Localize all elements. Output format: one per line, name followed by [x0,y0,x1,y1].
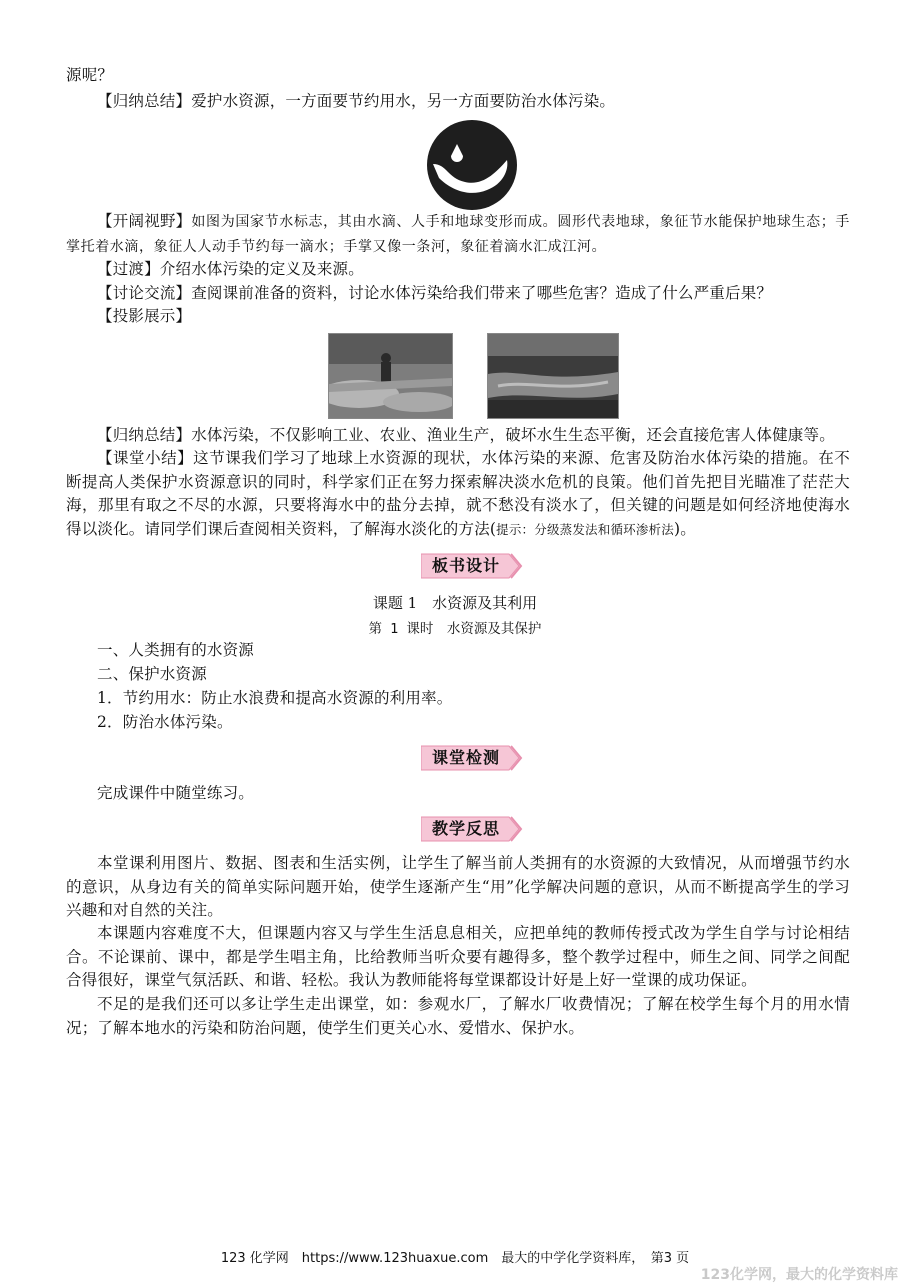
paragraph-continuation [66,64,850,88]
board-item-4: 2．防治水体污染。 [97,713,233,731]
discuss-tag: 【讨论交流】 [97,284,192,302]
banner-reflection [421,815,523,843]
class-summary-text: 这节课我们学习了地球上水资源的现状，水体污染的来源、危害及防治水体污染的措施。在不断提高人类保护水资源意识的同时，科学家们正在努力探索解决淡水危机的良策。他们首先把目光瞄准了茫茫大海，那里有取之不尽的水源，只要将海水中的盐分去掉，就不愁没有淡水了，但关键的问题是如何经济地使海水得以淡化。请同学们课后查阅相关资料，了解海水淡化的方法( [66,449,850,538]
paragraph-projection [66,305,850,329]
horizon-text: 如图为国家节水标志，其由水滴、人手和地球变形而成。圆形代表地球，象征节水能保护地球生态；手掌托着水滴，象征人人动手节约每一滴水；手掌又像一条河，象征着滴水汇成江河。 [66,214,850,255]
paragraph-transition [66,258,850,282]
reflection-paragraph-2: 本课题内容难度不大，但课题内容又与学生生活息息相关，应把单纯的教师传授式改为学生自学与讨论相结合。不论课前、课中，都是学生唱主角，比给教师当听众要有趣得多，整个教学过程中，师生之间、同学之间配合得很好，课堂气氛活跃、和谐、轻松。我认为教师能将每堂课都设计好是上好一堂课的成功保证。 [66,924,850,989]
paragraph-summary-1 [66,90,850,114]
banner-board-design-label: 板书设计 [431,556,500,575]
discuss-text: 查阅课前准备的资料，讨论水体污染给我们带来了哪些危害？造成了什么严重后果？ [191,284,773,302]
summary-text: 爱护水资源，一方面要节约用水，另一方面要防治水体污染。 [191,92,616,110]
banner-reflection-label: 教学反思 [431,819,500,838]
class-summary-end: )。 [673,519,696,538]
paragraph-discuss [66,282,850,306]
paragraph-class-summary [66,447,850,541]
polluted-water-photo-2 [487,333,619,419]
check-text: 完成课件中随堂练习。 [97,784,255,802]
board-item-3: 1．节约用水：防止水浪费和提高水资源的利用率。 [97,689,453,707]
board-subtitle: 第 1 课时 水资源及其保护 [368,621,542,637]
board-item-2: 二、保护水资源 [97,665,207,683]
transition-tag: 【过渡】 [97,260,160,278]
summary-2-tag: 【归纳总结】 [97,426,192,444]
transition-text: 介绍水体污染的定义及来源。 [159,260,364,278]
reflection-paragraph-3: 不足的是我们还可以多让学生走出课堂，如：参观水厂，了解水厂收费情况；了解在校学生每个月的用水情况；了解本地水的污染和防治问题，使学生们更关心水、爱惜水、保护水。 [66,995,850,1037]
summary-tag: 【归纳总结】 [97,92,192,110]
paragraph-summary-2 [66,424,850,448]
banner-class-check [421,744,523,772]
page-footer: 123 化学网 https://www.123huaxue.com 最大的中学化学资料库， 第3 页 [220,1251,690,1266]
class-summary-tag: 【课堂小结】 [97,449,194,467]
horizon-tag: 【开阔视野】 [97,212,192,230]
watermark-text: 123化学网，最大的化学资料库 [700,1267,898,1283]
board-title: 课题 1 水资源及其利用 [372,594,538,612]
reflection-paragraph-1: 本堂课利用图片、数据、图表和生活实例，让学生了解当前人类拥有的水资源的大致情况，从而增强节约水的意识，从身边有关的简单实际问题开始，使学生逐渐产生“用”化学解决问题的意识，从而不断提高学生的学习兴趣和对自然的关注。 [66,854,850,919]
projection-tag: 【投影展示】 [97,307,192,325]
board-item-1: 一、人类拥有的水资源 [97,641,255,659]
banner-class-check-label: 课堂检测 [431,748,500,767]
summary-2-text: 水体污染，不仅影响工业、农业、渔业生产，破坏水生生态平衡，还会直接危害人体健康等。 [191,426,835,444]
continuation-text: 源呢？ [66,66,114,84]
class-summary-hint: 提示：分级蒸发法和循环渗析法 [496,521,674,537]
water-saving-logo-icon [427,120,517,210]
paragraph-horizon [66,210,850,259]
polluted-river-photo-1 [328,333,453,419]
banner-board-design [421,552,523,580]
